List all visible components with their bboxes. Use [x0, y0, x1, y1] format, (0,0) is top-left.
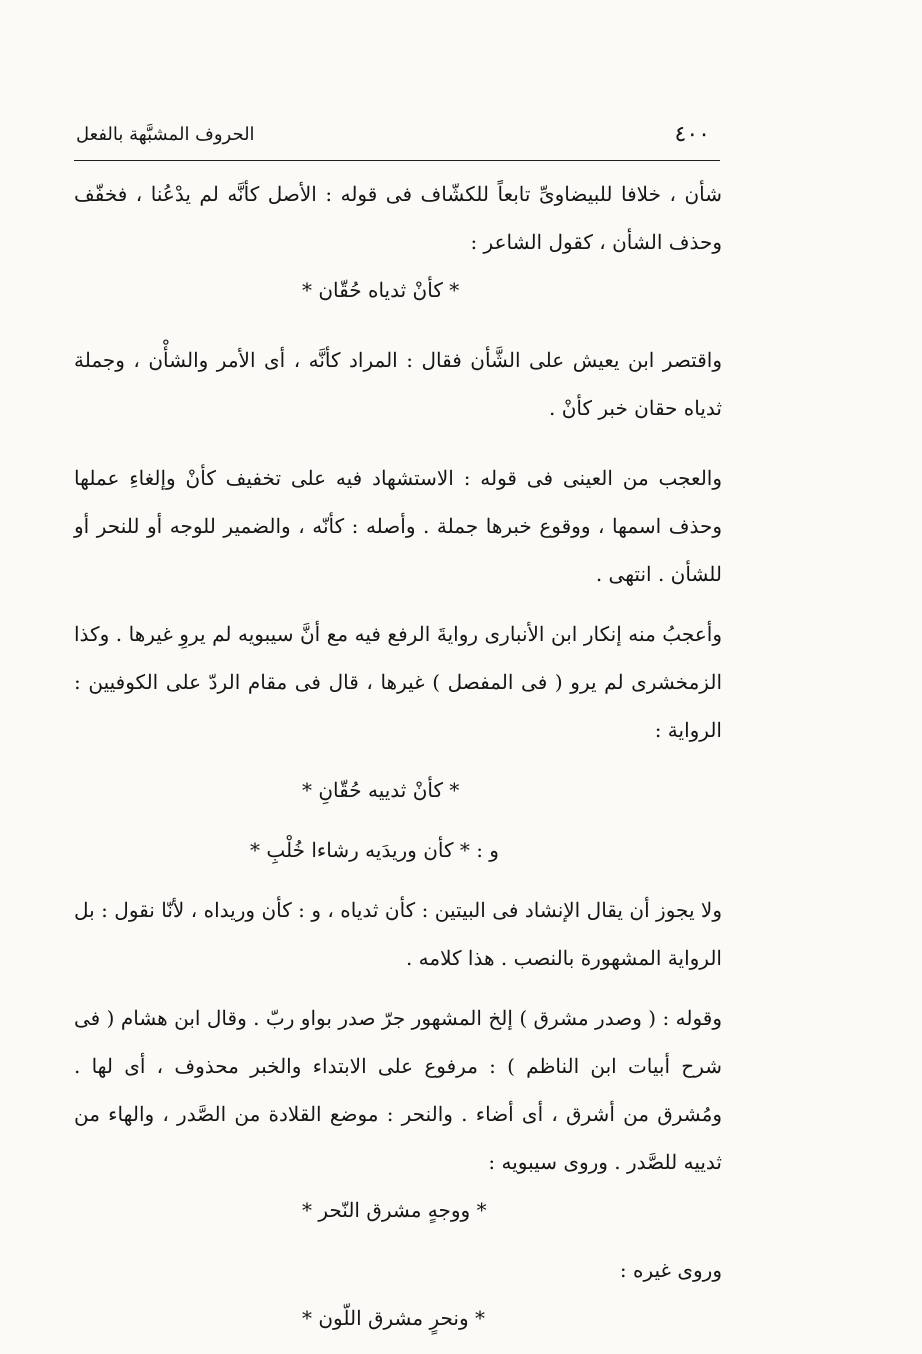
- spacer: [74, 982, 722, 994]
- spacer: [74, 432, 722, 454]
- page-body: [74, 170, 722, 1342]
- paragraph-5: ولا يجوز أن يقال الإنشاد فى البيتين : كأن ثدياه ، و : كأن وريداه ، لأنّا نقول : بل الرواية المشهورة بالنصب . هذا كلامه .: [74, 898, 722, 970]
- verse-3: و : * كأن وريدَيه رشاءا خُلْبِ *: [250, 838, 499, 862]
- spacer: [74, 874, 722, 886]
- spacer: [74, 598, 722, 610]
- spacer: [74, 754, 722, 766]
- verse-4: * ووجهٍ مشرق النّحر *: [302, 1198, 487, 1222]
- paragraph-7: وروى غيره :: [619, 1258, 722, 1282]
- paragraph-2: واقتصر ابن يعيش على الشَّأن فقال : المراد كأنَّه ، أى الأمر والشأْن ، وجملة ثدياه حقان خبر كأنْ .: [74, 348, 722, 420]
- page-header: [74, 110, 720, 161]
- paragraph-6: وقوله : ( وصدر مشرق ) إلخ المشهور جرّ صدر بواو ربّ . وقال ابن هشام ( فى شرح أبيات ابن الناظم ) : مرفوع على الابتداء والخبر محذوف ، أى لها . ومُشرق من أشرق ، أى أضاء . والنحر : موضع القلادة من الصَّدر ، والهاء من ثدييه للصَّدر . وروى سيبويه :: [74, 1006, 722, 1174]
- verse-2: * كأنْ ثدييه حُقّانِ *: [302, 778, 460, 802]
- paragraph-3: والعجب من العينى فى قوله : الاستشهاد فيه على تخفيف كأنْ وإلغاءِ عملها وحذف اسمها ، ووقوع خبرها جملة . وأصله : كأنّه ، والضمير للوجه أو للنحر أو للشأن . انتهى .: [74, 466, 722, 586]
- spacer: [74, 814, 722, 826]
- verse-1: * كأنْ ثدياه حُقّان *: [302, 278, 460, 302]
- paragraph-4: وأعجبُ منه إنكار ابن الأنبارى روايةَ الرفع فيه مع أنَّ سيبويه لم يروِ غيرها . وكذا الزمخشرى لم يرو ( فى المفصل ) غيرها ، قال فى مقام الردّ على الكوفيين : الرواية :: [74, 622, 722, 742]
- spacer: [74, 1234, 722, 1246]
- running-title: الحروف المشبَّهة بالفعل: [76, 124, 255, 145]
- paragraph-1: شأن ، خلافا للبيضاوىِّ تابعاً للكشّاف فى قوله : الأصل كأنَّه لم يدْعُنا ، فخفّف وحذف الشأن ، كقول الشاعر :: [74, 182, 722, 254]
- verse-5: * ونحرٍ مشرق اللّون *: [302, 1306, 485, 1330]
- page-number: ٤٠٠: [674, 122, 710, 147]
- spacer: [74, 314, 722, 336]
